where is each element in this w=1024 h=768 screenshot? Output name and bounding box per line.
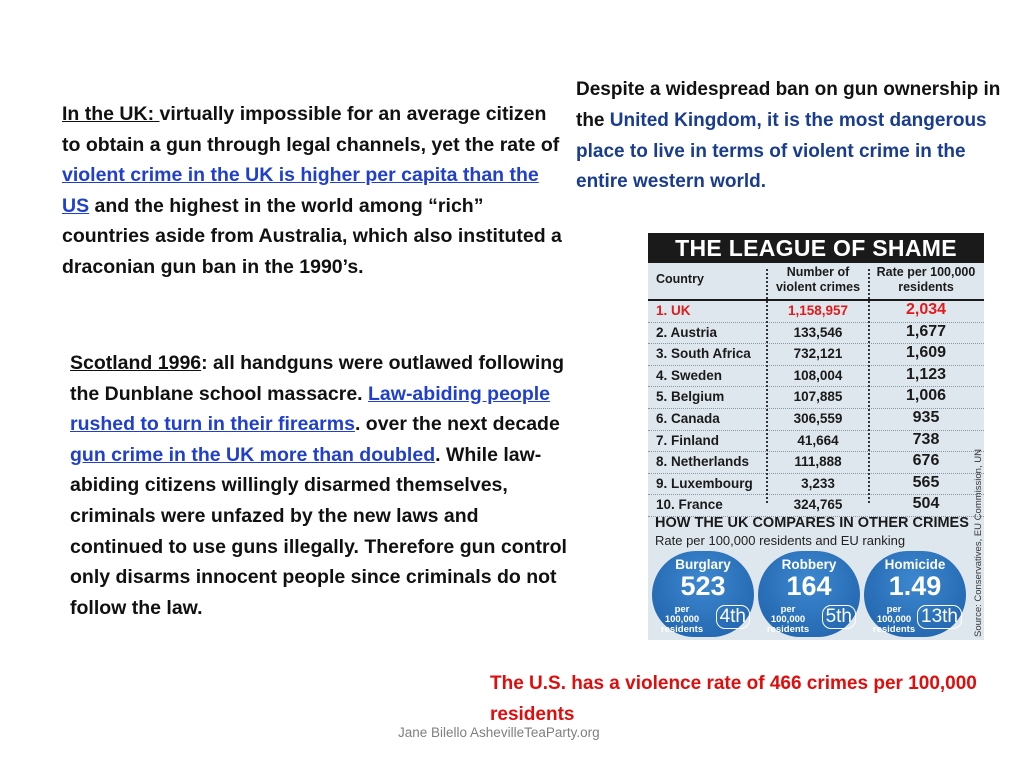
footer-credit: Jane Bilello AshevilleTeaParty.org bbox=[398, 725, 600, 740]
uk-paragraph bbox=[62, 99, 562, 283]
row-country: 8. Netherlands bbox=[656, 454, 750, 470]
row-rate: 2,034 bbox=[905, 301, 947, 318]
row-country: 10. France bbox=[656, 497, 723, 513]
uk-text-1: virtually impossible for an average citizen to obtain a gun through legal channels, yet the rate of bbox=[62, 103, 560, 156]
turn-in-firearms-link[interactable]: Law-abiding people rushed to turn in their firearms bbox=[70, 382, 551, 436]
row-rate: 1,609 bbox=[905, 344, 947, 362]
row-number: 324,765 bbox=[793, 497, 843, 513]
robbery-badge bbox=[758, 551, 860, 637]
compare-subtitle: Rate per 100,000 residents and EU ranking bbox=[655, 533, 906, 548]
table-row bbox=[648, 387, 984, 409]
table-row bbox=[648, 323, 984, 345]
header-rate: Rate per 100,000 residents bbox=[876, 265, 976, 294]
row-number: 108,004 bbox=[793, 367, 843, 383]
league-header-row bbox=[648, 263, 984, 301]
row-country: 9. Luxembourg bbox=[656, 475, 753, 491]
row-country: 2. Austria bbox=[656, 324, 718, 340]
row-rate: 738 bbox=[912, 430, 940, 448]
row-rate: 504 bbox=[912, 495, 940, 513]
header-country: Country bbox=[656, 272, 704, 286]
header-number: Number of violent crimes bbox=[775, 265, 861, 294]
top-right-caption bbox=[576, 75, 1016, 198]
scotland-lead: Scotland 1996 bbox=[70, 352, 202, 374]
league-rows bbox=[648, 301, 984, 517]
row-rate: 935 bbox=[912, 408, 940, 426]
badge-per: per 100,000 residents bbox=[660, 604, 704, 635]
table-row bbox=[648, 301, 984, 323]
uk-text-2: and the highest in the world among “rich” countries aside from Australia, which also instituted a draconian gun ban in the 1990’s. bbox=[62, 194, 562, 278]
row-country: 3. South Africa bbox=[656, 346, 751, 362]
compare-title: HOW THE UK COMPARES IN OTHER CRIMES bbox=[655, 515, 969, 531]
row-country: 6. Canada bbox=[656, 410, 720, 426]
badge-rank: 13th bbox=[917, 605, 962, 629]
scotland-paragraph bbox=[70, 348, 570, 623]
badge-value: 164 bbox=[786, 571, 832, 601]
gun-crime-doubled-link[interactable]: gun crime in the UK more than doubled bbox=[70, 443, 436, 466]
table-row bbox=[648, 431, 984, 453]
league-title: THE LEAGUE OF SHAME bbox=[648, 233, 984, 263]
table-row bbox=[648, 474, 984, 496]
table-row bbox=[648, 452, 984, 474]
violent-crime-link[interactable]: violent crime in the UK is higher per capita than the US bbox=[62, 164, 539, 217]
badge-rank: 5th bbox=[822, 605, 856, 629]
badge-per: per 100,000 residents bbox=[766, 604, 810, 635]
homicide-badge bbox=[864, 551, 966, 637]
badge-value: 1.49 bbox=[888, 571, 942, 601]
badge-name: Homicide bbox=[884, 557, 946, 572]
table-row bbox=[648, 366, 984, 388]
row-number: 3,233 bbox=[801, 475, 835, 491]
scotland-text-2: . over the next decade bbox=[354, 413, 560, 436]
row-number: 732,121 bbox=[793, 346, 843, 362]
league-of-shame-infographic bbox=[648, 233, 984, 640]
row-number: 111,888 bbox=[794, 454, 842, 470]
badge-rank: 4th bbox=[716, 605, 750, 629]
row-number: 306,559 bbox=[793, 410, 843, 426]
top-right-text: Despite a widespread ban on gun ownership in the bbox=[576, 79, 1001, 131]
row-rate: 1,677 bbox=[905, 322, 947, 340]
source-note: Source: Conservatives, EU Commission, UN bbox=[973, 449, 984, 637]
badge-name: Robbery bbox=[781, 557, 837, 572]
burglary-badge bbox=[652, 551, 754, 637]
us-violence-note: The U.S. has a violence rate of 466 crimes per 100,000 residents bbox=[490, 673, 977, 725]
row-rate: 1,123 bbox=[905, 365, 947, 383]
row-number: 1,158,957 bbox=[787, 303, 849, 318]
row-rate: 565 bbox=[912, 473, 940, 491]
badge-value: 523 bbox=[680, 571, 726, 601]
row-country: 1. UK bbox=[656, 303, 691, 318]
table-row bbox=[648, 344, 984, 366]
scotland-text-3: . While law-abiding citizens willingly disarmed themselves, criminals were unfazed by the new laws and continued to use guns illegally. Therefore gun control only disarms innocent people since criminals do not follow the law. bbox=[70, 443, 567, 619]
row-country: 7. Finland bbox=[656, 432, 720, 448]
row-country: 4. Sweden bbox=[656, 367, 723, 383]
row-rate: 1,006 bbox=[905, 387, 947, 405]
column-divider bbox=[868, 269, 870, 503]
badge-per: per 100,000 residents bbox=[872, 604, 916, 635]
row-number: 41,664 bbox=[797, 432, 839, 448]
row-number: 133,546 bbox=[793, 324, 843, 340]
row-rate: 676 bbox=[912, 452, 940, 470]
row-country: 5. Belgium bbox=[656, 389, 725, 405]
table-row bbox=[648, 495, 984, 517]
badge-name: Burglary bbox=[675, 557, 731, 572]
column-divider bbox=[766, 269, 768, 503]
scotland-text-1: : all handguns were outlawed following the Dunblane school massacre. bbox=[70, 352, 565, 405]
row-number: 107,885 bbox=[793, 389, 843, 405]
table-row bbox=[648, 409, 984, 431]
uk-lead: In the UK: bbox=[62, 103, 160, 125]
top-right-highlight: United Kingdom, it is the most dangerous place to live in terms of violent crime in the entire western world. bbox=[576, 109, 987, 193]
